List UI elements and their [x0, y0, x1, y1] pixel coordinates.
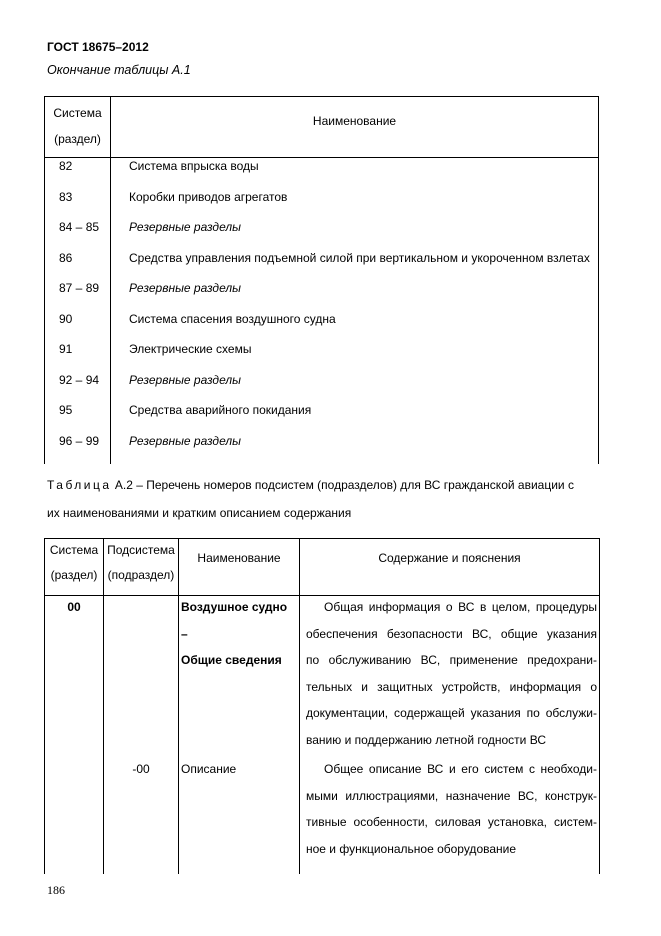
header-subsystem-line2: (подраздел)	[107, 568, 175, 582]
row-name-line: Общие сведения	[181, 653, 282, 667]
content-line: ное и функциональное оборудование	[306, 841, 517, 856]
system-code: 96 – 99	[59, 434, 100, 448]
table-row	[44, 403, 599, 423]
system-code: 84 – 85	[59, 220, 100, 234]
system-code: 92 – 94	[59, 373, 100, 387]
row-content	[306, 594, 597, 753]
content-line: Общая информация о ВС в целом, процедуры	[324, 600, 597, 614]
row-name: Описание	[181, 762, 237, 776]
system-name: Резервные разделы	[129, 434, 241, 448]
table-a1-header-system	[45, 96, 110, 152]
system-name: Резервные разделы	[129, 281, 241, 295]
header-name: Наименование	[197, 551, 281, 565]
system-name: Средства аварийного покидания	[129, 403, 312, 417]
table-row	[44, 190, 599, 210]
table-row	[44, 342, 599, 362]
table-row	[44, 312, 599, 332]
system-code: 86	[59, 251, 73, 265]
system-name: Система спасения воздушного судна	[129, 312, 336, 326]
content-line: тивные особенности, силовая установка, систем-	[306, 815, 597, 829]
table-row	[44, 220, 599, 240]
table-a2-right-border	[599, 594, 600, 874]
standard-number: ГОСТ 18675–2012	[47, 40, 149, 54]
header-system-line1: Система	[49, 543, 99, 557]
header-system-line2: (раздел)	[50, 568, 98, 582]
table-continuation-label: Окончание таблицы А.1	[47, 63, 191, 77]
content-line: ванию и поддержанию летной годности ВС	[306, 732, 546, 747]
system-name: Система впрыска воды	[129, 159, 259, 173]
table-row	[44, 281, 599, 301]
system-code: 82	[59, 159, 73, 173]
table-a1	[44, 96, 599, 464]
row-name-line: Воздушное судно –	[181, 600, 288, 641]
table-a2	[44, 538, 600, 874]
system-code: 95	[59, 403, 73, 417]
header-system-line1: Система	[53, 106, 102, 120]
caption-label: Таблица	[47, 478, 112, 492]
table-row	[44, 251, 599, 271]
table-a1-header-name: Наименование	[312, 114, 397, 128]
table-a2-divider-2	[178, 538, 179, 874]
row-subsystem-code: -00	[132, 762, 150, 776]
system-name: Электрические схемы	[129, 342, 252, 356]
table-a2-caption-line2: их наименованиями и кратким описанием содержания	[47, 506, 352, 520]
table-a2-divider-1	[103, 538, 104, 874]
page-number: 186	[47, 883, 65, 897]
table-a2-caption	[47, 478, 602, 492]
row-content	[306, 756, 597, 862]
system-code: 91	[59, 342, 73, 356]
system-code: 83	[59, 190, 73, 204]
content-line: документации, содержащей указания по обслужи-	[306, 706, 597, 720]
content-line: обеспечения безопасности ВС, общие указания	[306, 626, 597, 641]
system-name: Коробки приводов агрегатов	[129, 190, 288, 204]
table-row	[44, 159, 599, 179]
content-line: по обслуживанию ВС, применение предохрани-	[306, 653, 597, 667]
system-name: Резервные разделы	[129, 220, 241, 234]
header-system-line2: (раздел)	[54, 132, 101, 146]
system-code: 87 – 89	[59, 281, 100, 295]
caption-text: А.2 – Перечень номеров подсистем (подразделов) для ВС гражданской авиации с	[114, 478, 574, 492]
content-line: Общее описание ВС и его систем с необходи-	[324, 762, 597, 776]
content-line: мыми иллюстрациями, назначение ВС, конструк-	[306, 788, 597, 803]
system-name: Резервные разделы	[129, 373, 241, 387]
header-subsystem	[104, 538, 178, 588]
row-system-code: 00	[67, 600, 81, 614]
table-row	[44, 434, 599, 454]
system-code: 90	[59, 312, 73, 326]
system-name: Средства управления подъемной силой при вертикальном и укороченном взлетах	[129, 251, 590, 265]
header-system	[45, 538, 103, 588]
row-name	[181, 594, 297, 674]
table-a2-divider-3	[299, 538, 300, 874]
header-content: Содержание и пояснения	[378, 551, 521, 565]
content-line: тельных и защитных устройств, информация о	[306, 679, 597, 694]
table-row	[44, 373, 599, 393]
table-a2-left-border	[44, 594, 45, 874]
header-subsystem-line1: Подсистема	[107, 543, 175, 557]
